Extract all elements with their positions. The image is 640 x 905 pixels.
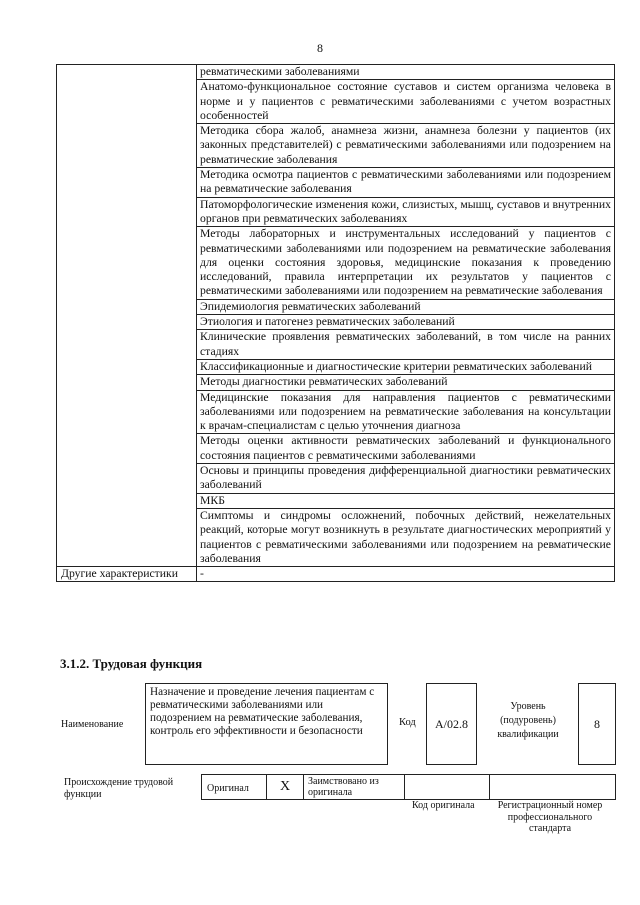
original-mark: X bbox=[266, 774, 304, 800]
knowledge-item: Классификационные и диагностические критерии ревматических заболеваний bbox=[197, 359, 615, 374]
original-code-caption: Код оригинала bbox=[412, 800, 475, 811]
knowledge-item: Основы и принципы проведения дифференциальной диагностики ревматических заболеваний bbox=[197, 464, 615, 494]
section-title: 3.1.2. Трудовая функция bbox=[60, 656, 203, 671]
knowledge-item: Методика осмотра пациентов с ревматическими заболеваниями или подозрением на ревматические заболевания bbox=[197, 168, 615, 198]
page-number: 8 bbox=[317, 41, 323, 55]
table-row bbox=[57, 567, 615, 582]
origin-row bbox=[201, 774, 616, 800]
reg-number-cell bbox=[489, 774, 616, 800]
knowledge-table bbox=[56, 64, 615, 582]
knowledge-item: Методы оценки активности ревматических заболеваний и функционального состояния пациентов с ревматическими заболеваниями bbox=[197, 434, 615, 464]
function-name-value: Назначение и проведение лечения пациентам с ревматическими заболеваниями или подозрением на ревматические заболевания, контроль его эффективности и безопасности bbox=[145, 683, 388, 765]
other-characteristics-label: Другие характеристики bbox=[57, 567, 197, 582]
reg-number-caption: Регистрационный номер профессионального стандарта bbox=[497, 800, 603, 834]
knowledge-item: ревматическими заболеваниями bbox=[197, 65, 615, 80]
knowledge-item: Методы лабораторных и инструментальных исследований у пациентов с ревматическими заболеваниями или подозрением на ревматические заболевания для оценки состояния здоровья, медицинские показания к проведению исследований, правила интерпретации их результатов у пациентов с ревматическими заболеваниями или подозрением на ревматические заболевания bbox=[197, 227, 615, 299]
knowledge-item: МКБ bbox=[197, 493, 615, 508]
name-label: Наименование bbox=[61, 719, 124, 730]
knowledge-item: Симптомы и синдромы осложнений, побочных действий, нежелательных реакций, которые могут возникнуть в результате диагностических мероприятий у пациентов с ревматическими заболеваниями или подозрением на ревматические заболевания bbox=[197, 508, 615, 566]
original-label: Оригинал bbox=[201, 774, 267, 800]
borrowed-label: Заимствовано из оригинала bbox=[303, 774, 405, 800]
knowledge-item: Методика сбора жалоб, анамнеза жизни, анамнеза болезни у пациентов (их законных представителей) с ревматическими заболеваниями или подозрением на ревматические заболевания bbox=[197, 124, 615, 168]
code-label: Код bbox=[399, 717, 416, 728]
original-code-cell bbox=[404, 774, 490, 800]
knowledge-item: Этиология и патогенез ревматических заболеваний bbox=[197, 315, 615, 330]
knowledge-item: Эпидемиология ревматических заболеваний bbox=[197, 299, 615, 314]
table-left-cell bbox=[57, 65, 197, 567]
table-row bbox=[57, 65, 615, 80]
code-value: A/02.8 bbox=[426, 683, 477, 765]
knowledge-item: Медицинские показания для направления пациентов с ревматическими заболеваниями или подозрением на ревматические заболевания на консультации к врачам-специалистам с целью уточнения диагноза bbox=[197, 390, 615, 434]
knowledge-item: Клинические проявления ревматических заболеваний, в том числе на ранних стадиях bbox=[197, 330, 615, 360]
other-characteristics-value: - bbox=[197, 567, 615, 582]
origin-label: Происхождение трудовой функции bbox=[64, 777, 174, 800]
knowledge-item: Методы диагностики ревматических заболеваний bbox=[197, 375, 615, 390]
level-label: Уровень (подуровень) квалификации bbox=[497, 701, 559, 740]
level-value: 8 bbox=[578, 683, 616, 765]
knowledge-item: Анатомо-функциональное состояние суставов и систем организма человека в норме и у пациентов с ревматическими заболеваниями с учетом возрастных особенностей bbox=[197, 80, 615, 124]
knowledge-item: Патоморфологические изменения кожи, слизистых, мышц, суставов и внутренних органов при ревматических заболеваниях bbox=[197, 197, 615, 227]
